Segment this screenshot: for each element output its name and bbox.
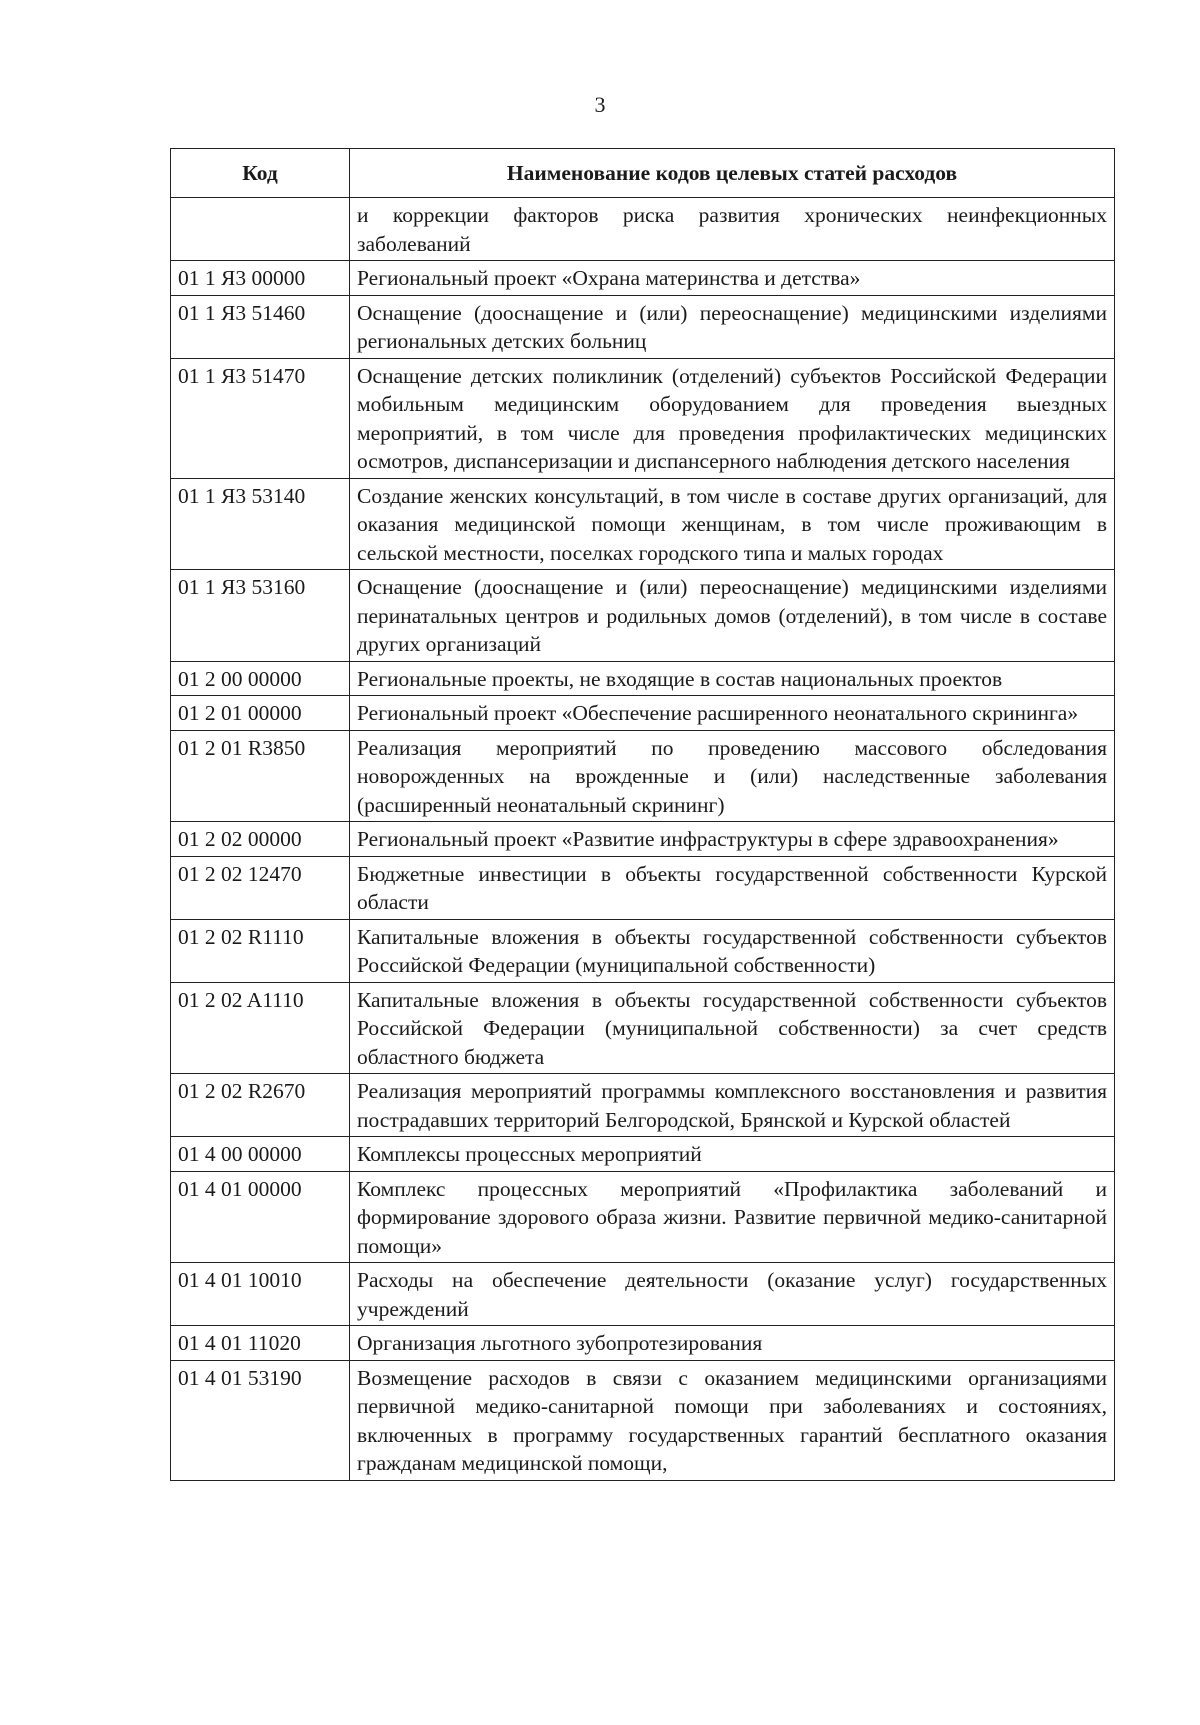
- table-row: [171, 982, 1115, 1074]
- table-row: [171, 570, 1115, 662]
- code-cell: 01 1 Я3 53140: [171, 478, 350, 570]
- target-expense-codes-table: [170, 148, 1115, 1481]
- code-cell: 01 1 Я3 51470: [171, 358, 350, 478]
- table-row: [171, 1171, 1115, 1263]
- name-cell: Комплексы процессных мероприятий: [350, 1137, 1115, 1172]
- name-cell: Оснащение (дооснащение и (или) переоснащение) медицинскими изделиями региональных детских больниц: [350, 295, 1115, 358]
- page-number: 3: [594, 92, 606, 117]
- table-body: [171, 198, 1115, 1481]
- name-cell: Оснащение (дооснащение и (или) переоснащение) медицинскими изделиями перинатальных центров и родильных домов (отделений), в том числе в составе других организаций: [350, 570, 1115, 662]
- table-row: [171, 661, 1115, 696]
- name-cell: Реализация мероприятий программы комплексного восстановления и развития пострадавших территорий Белгородской, Брянской и Курской областей: [350, 1074, 1115, 1137]
- name-cell: и коррекции факторов риска развития хронических неинфекционных заболеваний: [350, 198, 1115, 261]
- table-row: [171, 1263, 1115, 1326]
- code-cell: 01 4 00 00000: [171, 1137, 350, 1172]
- code-cell: 01 2 00 00000: [171, 661, 350, 696]
- name-cell: Региональный проект «Развитие инфраструктуры в сфере здравоохранения»: [350, 822, 1115, 857]
- name-cell: Капитальные вложения в объекты государственной собственности субъектов Российской Федерации (муниципальной собственности): [350, 919, 1115, 982]
- table-header-row: [171, 149, 1115, 198]
- table-row: [171, 1326, 1115, 1361]
- code-cell: 01 2 02 R2670: [171, 1074, 350, 1137]
- table-row: [171, 478, 1115, 570]
- code-cell: 01 2 02 12470: [171, 856, 350, 919]
- name-cell: Комплекс процессных мероприятий «Профилактика заболеваний и формирование здорового образа жизни. Развитие первичной медико-санитарной помощи»: [350, 1171, 1115, 1263]
- code-cell: [171, 198, 350, 261]
- name-cell: Бюджетные инвестиции в объекты государственной собственности Курской области: [350, 856, 1115, 919]
- name-cell: Создание женских консультаций, в том числе в составе других организаций, для оказания медицинской помощи женщинам, в том числе проживающим в сельской местности, поселках городского типа и малых городах: [350, 478, 1115, 570]
- table-row: [171, 822, 1115, 857]
- code-cell: 01 2 01 R3850: [171, 730, 350, 822]
- table-row: [171, 1360, 1115, 1480]
- code-cell: 01 1 Я3 51460: [171, 295, 350, 358]
- name-cell: Капитальные вложения в объекты государственной собственности субъектов Российской Федерации (муниципальной собственности) за счет средств областного бюджета: [350, 982, 1115, 1074]
- table-row: [171, 1137, 1115, 1172]
- code-cell: 01 4 01 00000: [171, 1171, 350, 1263]
- table-row: [171, 261, 1115, 296]
- code-cell: 01 1 Я3 00000: [171, 261, 350, 296]
- code-cell: 01 4 01 53190: [171, 1360, 350, 1480]
- name-cell: Расходы на обеспечение деятельности (оказание услуг) государственных учреждений: [350, 1263, 1115, 1326]
- table-row: [171, 1074, 1115, 1137]
- code-cell: 01 2 02 00000: [171, 822, 350, 857]
- code-cell: 01 4 01 11020: [171, 1326, 350, 1361]
- code-cell: 01 1 Я3 53160: [171, 570, 350, 662]
- name-cell: Организация льготного зубопротезирования: [350, 1326, 1115, 1361]
- table-row: [171, 295, 1115, 358]
- name-cell: Реализация мероприятий по проведению массового обследования новорожденных на врожденные и (или) наследственные заболевания (расширенный неонатальный скрининг): [350, 730, 1115, 822]
- table-row: [171, 198, 1115, 261]
- column-header-code: Код: [171, 149, 350, 198]
- name-cell: Региональные проекты, не входящие в состав национальных проектов: [350, 661, 1115, 696]
- code-cell: 01 2 02 A1110: [171, 982, 350, 1074]
- name-cell: Региональный проект «Обеспечение расширенного неонатального скрининга»: [350, 696, 1115, 731]
- table-row: [171, 919, 1115, 982]
- code-cell: 01 2 01 00000: [171, 696, 350, 731]
- table-row: [171, 856, 1115, 919]
- table-row: [171, 730, 1115, 822]
- name-cell: Региональный проект «Охрана материнства и детства»: [350, 261, 1115, 296]
- name-cell: Оснащение детских поликлиник (отделений) субъектов Российской Федерации мобильным медицинским оборудованием для проведения выездных мероприятий, в том числе для проведения профилактических медицинских осмотров, диспансеризации и диспансерного наблюдения детского населения: [350, 358, 1115, 478]
- table-row: [171, 696, 1115, 731]
- code-cell: 01 4 01 10010: [171, 1263, 350, 1326]
- code-cell: 01 2 02 R1110: [171, 919, 350, 982]
- column-header-name: Наименование кодов целевых статей расходов: [350, 149, 1115, 198]
- table-row: [171, 358, 1115, 478]
- name-cell: Возмещение расходов в связи с оказанием медицинскими организациями первичной медико-санитарной помощи при заболеваниях и состояниях, включенных в программу государственных гарантий бесплатного оказания гражданам медицинской помощи,: [350, 1360, 1115, 1480]
